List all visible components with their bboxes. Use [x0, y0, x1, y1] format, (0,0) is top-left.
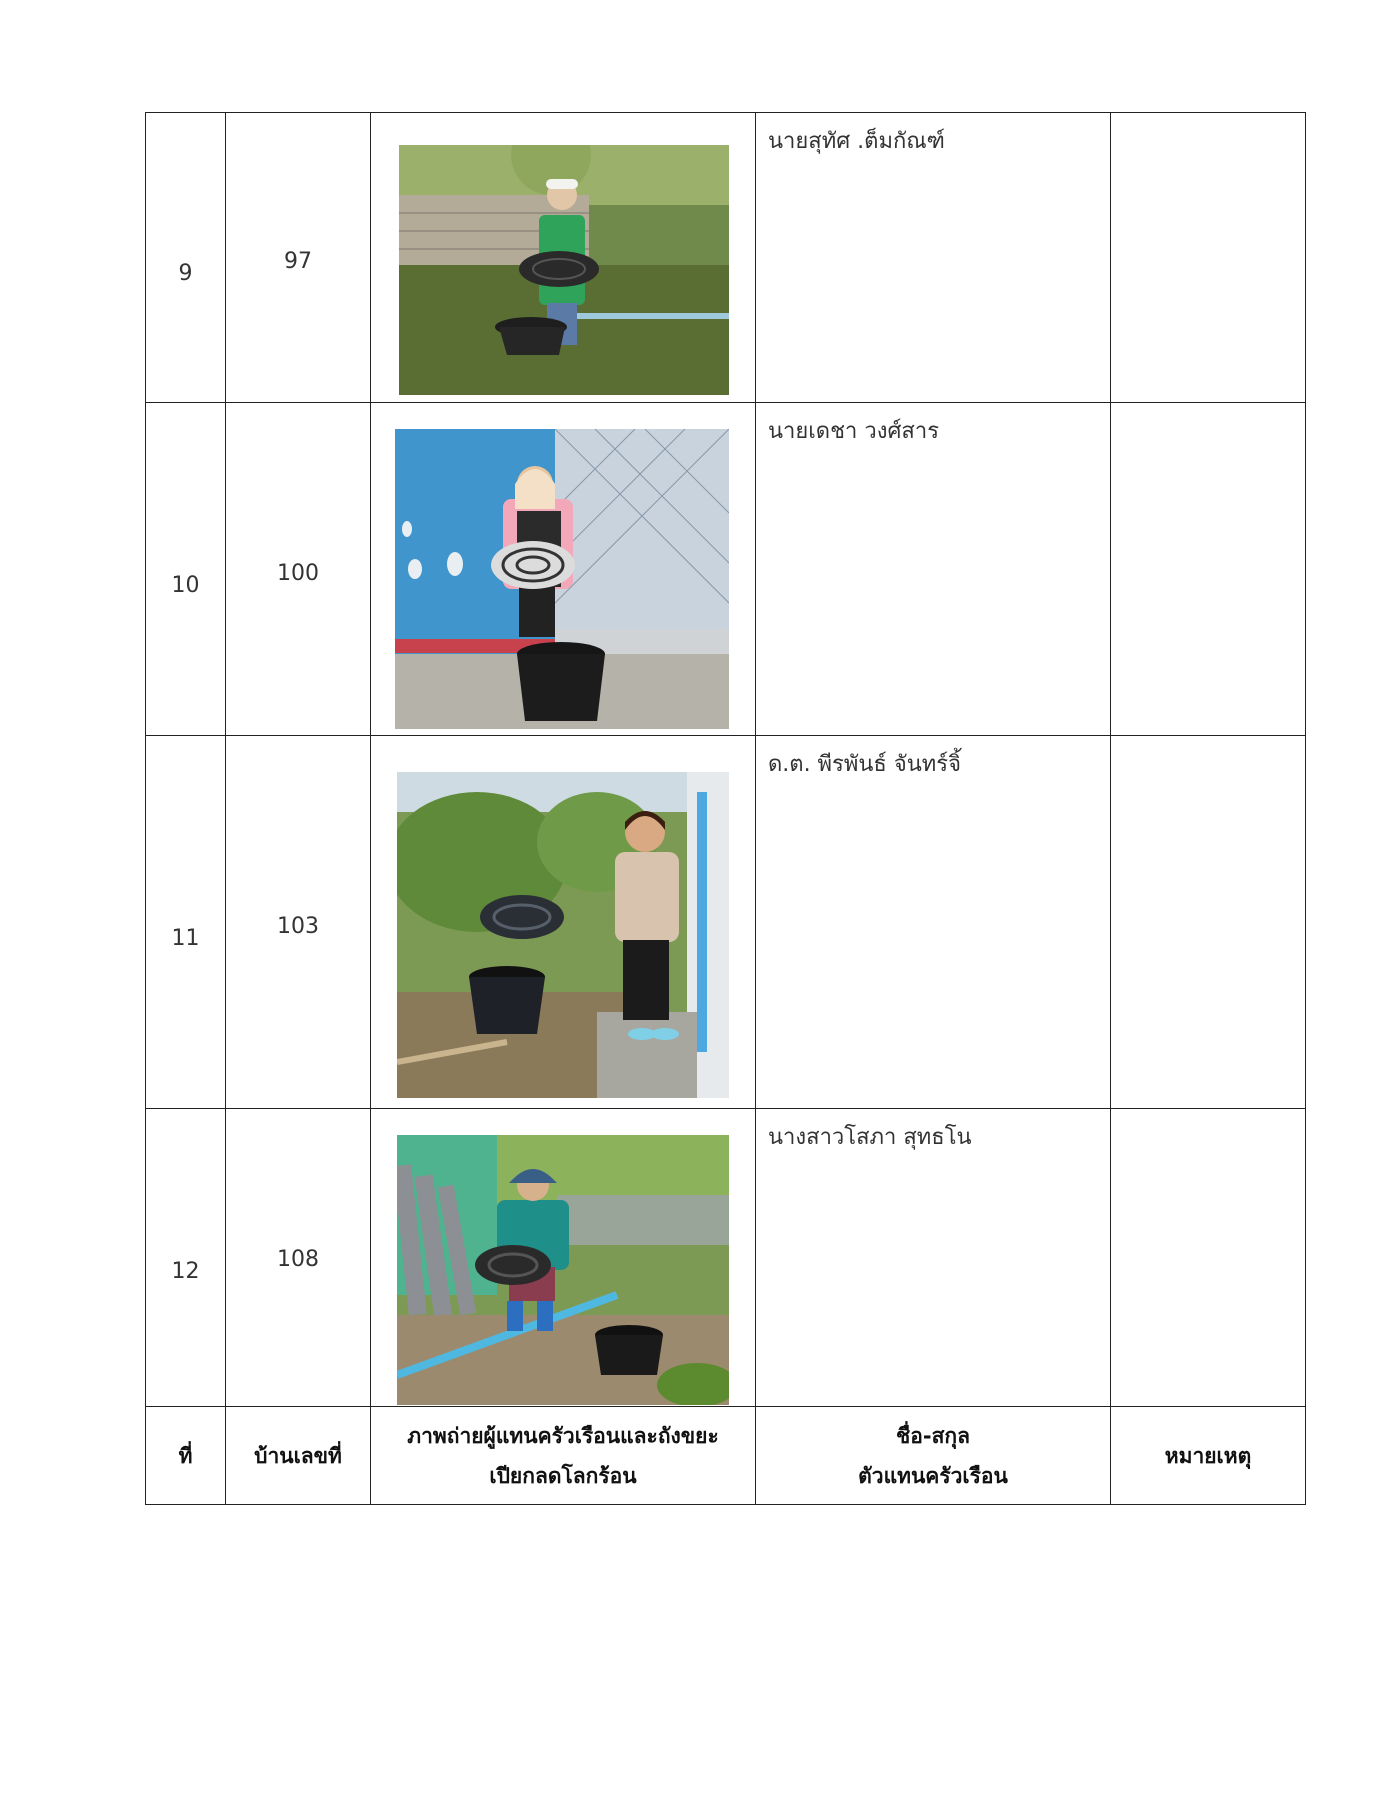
house-number: 100: [277, 561, 319, 586]
house-number-cell: [226, 403, 371, 736]
header-no-label: ที่: [178, 1443, 193, 1468]
table-header-row: [146, 1407, 1306, 1505]
header-note: [1111, 1407, 1306, 1505]
household-photo: [399, 145, 729, 395]
photo-cell: [371, 403, 756, 736]
house-number: 108: [277, 1247, 319, 1272]
header-photo-line1: ภาพถ่ายผู้แทนครัวเรือนและถังขยะ: [407, 1423, 719, 1448]
row-number-cell: [146, 403, 226, 736]
representative-name: นางสาวโสภา สุทธโน: [768, 1125, 972, 1150]
row-number-cell: [146, 1109, 226, 1407]
note-cell: [1111, 403, 1306, 736]
note-cell: [1111, 113, 1306, 403]
note-cell: [1111, 736, 1306, 1109]
photo-cell: [371, 736, 756, 1109]
photo-cell: [371, 1109, 756, 1407]
representative-name: นายสุทัศ .ต็มกัณฑ์: [768, 129, 945, 154]
household-photo: [395, 429, 729, 729]
header-house-label: บ้านเลขที่: [254, 1443, 342, 1468]
header-name-line2: ตัวแทนครัวเรือน: [858, 1463, 1008, 1488]
row-number-cell: [146, 736, 226, 1109]
house-number-cell: [226, 736, 371, 1109]
table-row: [146, 403, 1306, 736]
household-table: [145, 112, 1306, 1505]
photo-cell: [371, 113, 756, 403]
row-number: 12: [171, 1259, 200, 1284]
table-row: [146, 1109, 1306, 1407]
row-number: 10: [171, 573, 200, 598]
note-cell: [1111, 1109, 1306, 1407]
header-name: [756, 1407, 1111, 1505]
table-row: [146, 736, 1306, 1109]
household-photo: [397, 1135, 729, 1405]
header-no: [146, 1407, 226, 1505]
row-number: 11: [171, 926, 200, 951]
house-number: 103: [277, 914, 319, 939]
representative-name: ด.ต. พีรพันธ์ จันทร์จิ้: [768, 752, 961, 777]
representative-name: นายเดชา วงศ์สาร: [768, 419, 940, 444]
header-house: [226, 1407, 371, 1505]
name-cell: [756, 403, 1111, 736]
household-photo: [397, 772, 729, 1098]
name-cell: [756, 1109, 1111, 1407]
header-name-line1: ชื่อ-สกุล: [896, 1423, 970, 1448]
row-number-cell: [146, 113, 226, 403]
row-number: 9: [178, 261, 193, 286]
name-cell: [756, 736, 1111, 1109]
house-number-cell: [226, 113, 371, 403]
house-number-cell: [226, 1109, 371, 1407]
header-photo-line2: เปียกลดโลกร้อน: [489, 1463, 637, 1488]
house-number: 97: [284, 249, 312, 274]
header-photo: [371, 1407, 756, 1505]
name-cell: [756, 113, 1111, 403]
header-note-label: หมายเหตุ: [1164, 1443, 1252, 1468]
table-row: [146, 113, 1306, 403]
